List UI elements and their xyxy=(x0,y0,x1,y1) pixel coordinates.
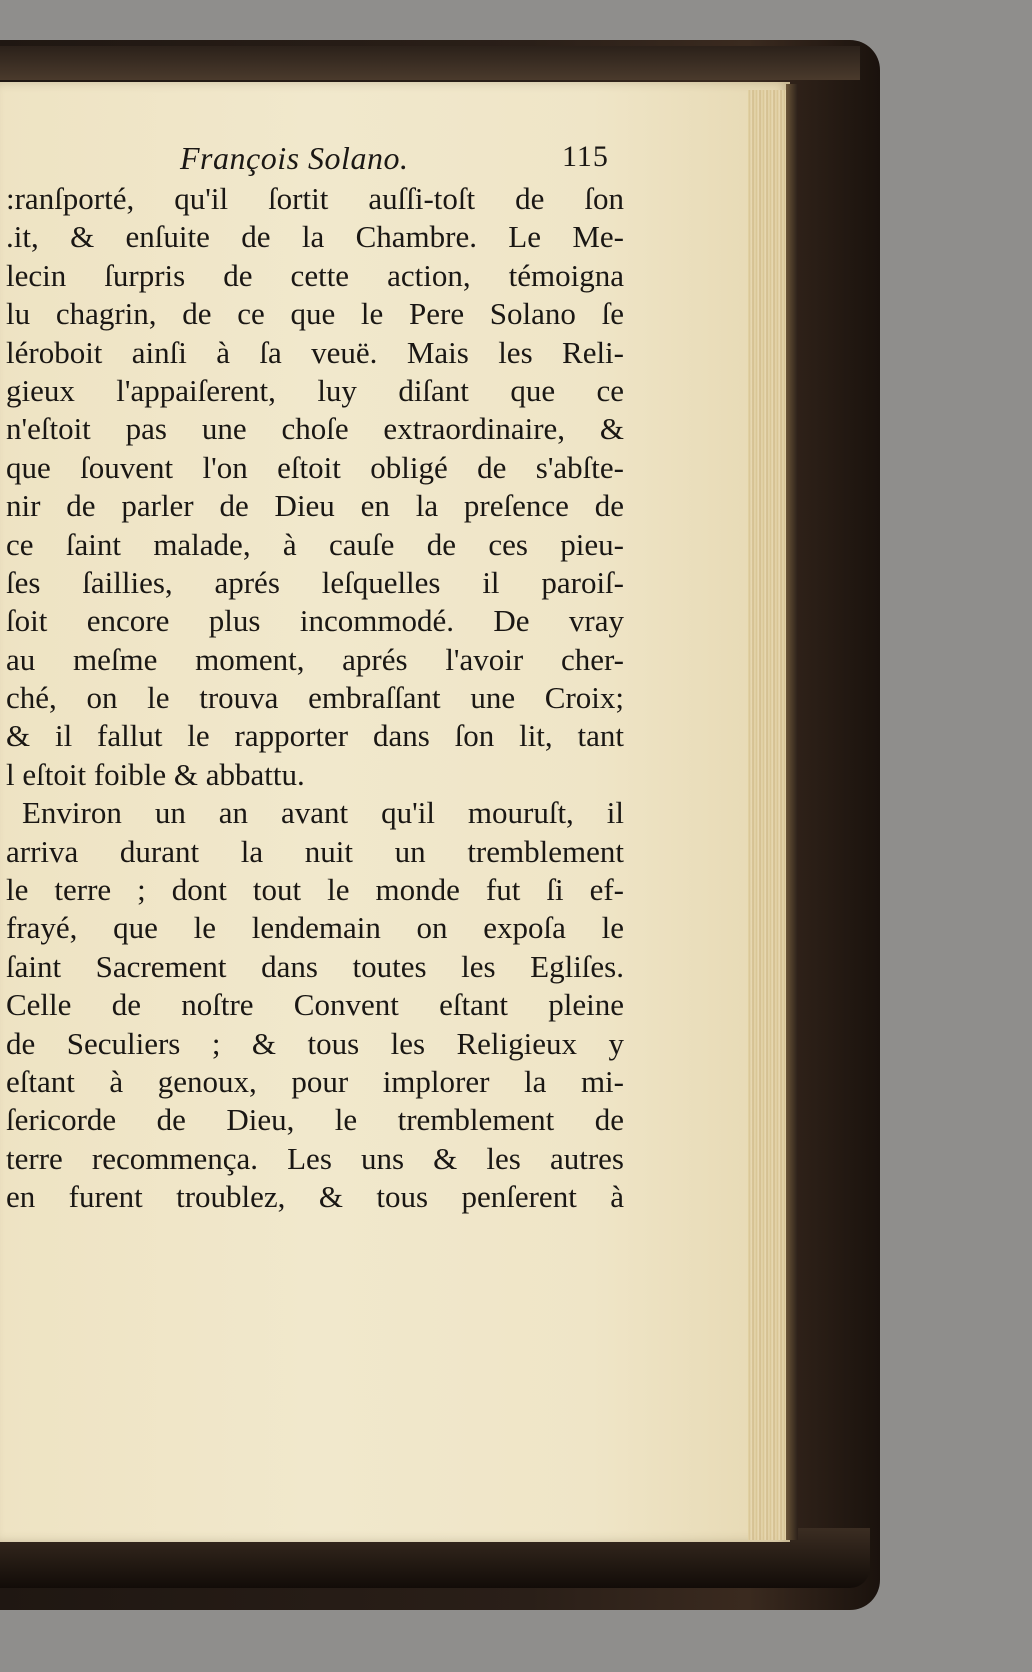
text-line: ſericorde de Dieu, le tremblement de xyxy=(6,1102,624,1138)
binding-top-edge xyxy=(0,46,860,80)
text-line: en furent troublez, & tous penſerent à xyxy=(6,1179,624,1215)
text-line: de Seculiers ; & tous les Religieux y xyxy=(6,1025,624,1061)
text-line: le terre ; dont tout le monde fut ſi ef- xyxy=(6,872,624,908)
text-line-paragraph-start: Environ un an avant qu'il mouruſt, il xyxy=(22,795,624,831)
text-line: au meſme moment, aprés l'avoir cher- xyxy=(6,641,624,677)
page-edge-shadow xyxy=(786,84,798,1540)
text-line: l eſtoit foible & abbattu. xyxy=(6,756,305,792)
text-line: frayé, que le lendemain on expoſa le xyxy=(6,910,624,946)
text-line: ce ſaint malade, à cauſe de ces pieu- xyxy=(6,526,624,562)
page-number: 115 xyxy=(562,140,609,173)
text-line: .it, & enſuite de la Chambre. Le Me- xyxy=(6,219,624,255)
text-line: Celle de noſtre Convent eſtant pleine xyxy=(6,987,624,1023)
text-line: nir de parler de Dieu en la preſence de xyxy=(6,488,624,524)
text-line: lecin ſurpris de cette action, témoigna xyxy=(6,257,624,293)
text-line: eſtant à genoux, pour implorer la mi- xyxy=(6,1063,624,1099)
text-line: léroboit ainſi à ſa veuë. Mais les Reli- xyxy=(6,334,624,370)
text-line: ſoit encore plus incommodé. De vray xyxy=(6,603,624,639)
text-line: que ſouvent l'on eſtoit obligé de s'abſte- xyxy=(6,449,624,485)
text-line: terre recommença. Les uns & les autres xyxy=(6,1140,624,1176)
text-line: lu chagrin, de ce que le Pere Solano ſe xyxy=(6,296,624,332)
text-line: ſaint Sacrement dans toutes les Egliſes. xyxy=(6,948,624,984)
text-line: n'eſtoit pas une choſe extraordinaire, & xyxy=(6,411,624,447)
text-line: ſes ſaillies, aprés leſquelles il paroiſ- xyxy=(6,564,624,600)
text-line: & il fallut le rapporter dans ſon lit, tant xyxy=(6,718,624,754)
text-line: gieux l'appaiſerent, luy diſant que ce xyxy=(6,372,624,408)
text-line: ché, on le trouva embraſſant une Croix; xyxy=(6,680,624,716)
running-title: François Solano. xyxy=(180,140,409,176)
text-line: arriva durant la nuit un tremblement xyxy=(6,833,624,869)
text-line: :ranſporté, qu'il ſortit auſſi-toſt de ſon xyxy=(6,181,624,216)
body-text xyxy=(6,180,624,1217)
